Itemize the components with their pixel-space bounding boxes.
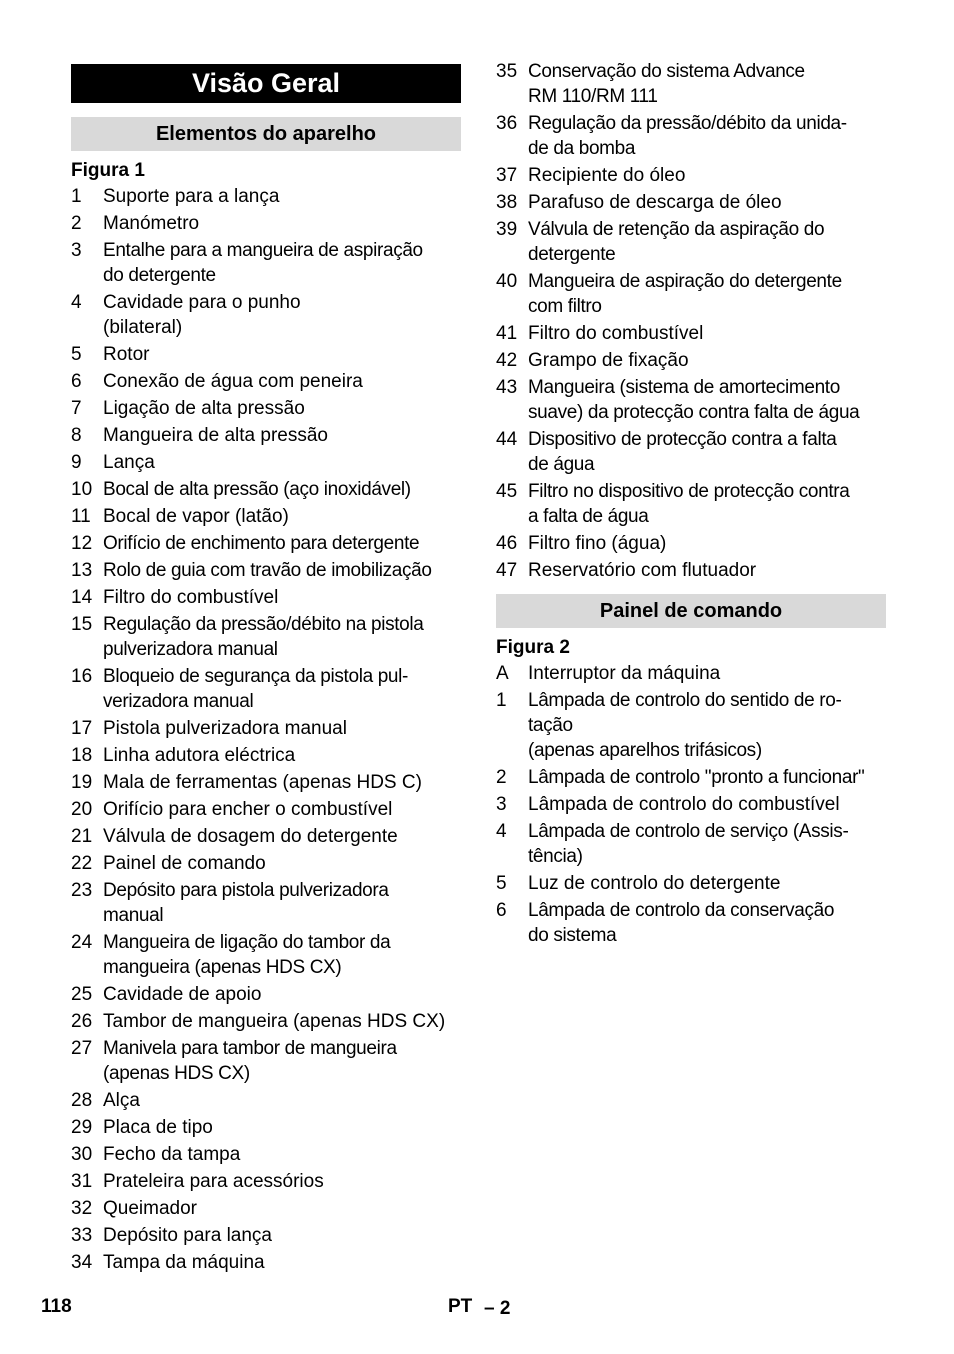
item-number: 28 (71, 1090, 93, 1111)
item-text: Cavidade de apoio (103, 984, 262, 1005)
list-item (496, 558, 886, 583)
list-item (71, 824, 461, 849)
list-item (71, 1223, 461, 1248)
item-number: 41 (496, 323, 518, 344)
item-number: 45 (496, 481, 518, 502)
item-number: 37 (496, 165, 518, 186)
list-item (71, 423, 461, 448)
item-text: Reservatório com flutuador (528, 560, 757, 581)
control-panel-list (496, 661, 886, 950)
item-text: Mangueira de alta pressão (103, 425, 328, 446)
item-text: Dispositivo de protecção contra a falta de água (528, 429, 837, 475)
item-text: Cavidade para o punho (bilateral) (103, 292, 301, 338)
item-text: Lâmpada de controlo da conservação do sistema (528, 900, 835, 946)
item-number: 27 (71, 1038, 93, 1059)
list-item (71, 531, 461, 556)
list-item (71, 930, 461, 980)
list-item (71, 342, 461, 367)
list-item (496, 898, 886, 948)
item-number: A (496, 663, 509, 684)
item-number: 24 (71, 932, 93, 953)
item-number: 47 (496, 560, 518, 581)
list-item (71, 1196, 461, 1221)
page-number: 118 (41, 1296, 72, 1317)
item-number: 11 (71, 506, 91, 527)
item-number: 3 (71, 240, 82, 261)
item-text: Pistola pulverizadora manual (103, 718, 347, 739)
list-item (71, 851, 461, 876)
section-heading-elements: Elementos do aparelho (71, 117, 461, 151)
parts-list-continued (496, 59, 886, 585)
item-text: Filtro do combustível (528, 323, 704, 344)
item-text: Válvula de dosagem do detergente (103, 826, 398, 847)
item-number: 36 (496, 113, 518, 134)
item-text: Orifício para encher o combustível (103, 799, 393, 820)
list-item (496, 765, 886, 790)
item-number: 22 (71, 853, 93, 874)
list-item (71, 1009, 461, 1034)
list-item (71, 1115, 461, 1140)
item-text: Mangueira de aspiração do detergente com filtro (528, 271, 842, 317)
item-text: Parafuso de descarga de óleo (528, 192, 782, 213)
item-text: Painel de comando (103, 853, 266, 874)
item-text: Manómetro (103, 213, 200, 234)
list-item (71, 878, 461, 928)
item-text: Conexão de água com peneira (103, 371, 363, 392)
item-text: Lança (103, 452, 155, 473)
item-text: Bocal de vapor (latão) (103, 506, 289, 527)
figure-label: Figura 2 (496, 637, 570, 658)
item-text: Bloqueio de segurança da pistola pul- verizadora manual (103, 666, 408, 712)
item-number: 15 (71, 614, 93, 635)
item-number: 20 (71, 799, 93, 820)
item-text: Lâmpada de controlo do sentido de ro- tação (apenas aparelhos trifásicos) (528, 690, 842, 761)
item-text: Mala de ferramentas (apenas HDS C) (103, 772, 422, 793)
item-text: Luz de controlo do detergente (528, 873, 781, 894)
item-text: Prateleira para acessórios (103, 1171, 324, 1192)
item-text: Ligação de alta pressão (103, 398, 305, 419)
list-item (71, 1169, 461, 1194)
item-text: Conservação do sistema Advance RM 110/RM 111 (528, 61, 805, 107)
item-text: Mangueira (sistema de amortecimento suave) da protecção contra falta de água (528, 377, 860, 423)
item-number: 2 (496, 767, 507, 788)
list-item (71, 716, 461, 741)
item-number: 10 (71, 479, 93, 500)
item-number: 34 (71, 1252, 93, 1273)
page-title: Visão Geral (71, 64, 461, 103)
item-number: 32 (71, 1198, 93, 1219)
item-number: 33 (71, 1225, 93, 1246)
list-item (496, 269, 886, 319)
item-number: 14 (71, 587, 93, 608)
item-number: 17 (71, 718, 93, 739)
item-number: 19 (71, 772, 93, 793)
item-number: 46 (496, 533, 518, 554)
list-item (71, 477, 461, 502)
item-number: 31 (71, 1171, 93, 1192)
page-suffix: – 2 (484, 1298, 511, 1319)
list-item (496, 871, 886, 896)
item-number: 4 (496, 821, 507, 842)
item-text: Regulação da pressão/débito da unida- de da bomba (528, 113, 847, 159)
item-text: Filtro do combustível (103, 587, 279, 608)
list-item (496, 531, 886, 556)
item-text: Depósito para lança (103, 1225, 272, 1246)
item-text: Mangueira de ligação do tambor da mangueira (apenas HDS CX) (103, 932, 391, 978)
item-text: Fecho da tampa (103, 1144, 241, 1165)
item-number: 6 (496, 900, 507, 921)
list-item (496, 190, 886, 215)
item-number: 5 (71, 344, 82, 365)
list-item (496, 321, 886, 346)
parts-list (71, 184, 461, 1277)
list-item (71, 504, 461, 529)
item-number: 39 (496, 219, 518, 240)
item-number: 38 (496, 192, 518, 213)
list-item (71, 982, 461, 1007)
item-number: 1 (496, 690, 507, 711)
list-item (71, 612, 461, 662)
list-item (71, 290, 461, 340)
list-item (496, 375, 886, 425)
list-item (496, 111, 886, 161)
item-text: Orifício de enchimento para detergente (103, 533, 420, 554)
item-text: Tambor de mangueira (apenas HDS CX) (103, 1011, 446, 1032)
item-text: Bocal de alta pressão (aço inoxidável) (103, 479, 411, 500)
item-number: 23 (71, 880, 93, 901)
item-text: Queimador (103, 1198, 197, 1219)
item-text: Depósito para pistola pulverizadora manual (103, 880, 389, 926)
item-text: Placa de tipo (103, 1117, 213, 1138)
list-item (71, 1142, 461, 1167)
item-number: 35 (496, 61, 518, 82)
list-item (496, 59, 886, 109)
item-number: 4 (71, 292, 82, 313)
figure-label: Figura 1 (71, 160, 145, 181)
item-number: 30 (71, 1144, 93, 1165)
list-item (71, 184, 461, 209)
section-heading-control-panel: Painel de comando (496, 594, 886, 628)
list-item (496, 217, 886, 267)
item-text: Regulação da pressão/débito na pistola pulverizadora manual (103, 614, 424, 660)
item-number: 5 (496, 873, 507, 894)
item-text: Rolo de guia com travão de imobilização (103, 560, 432, 581)
item-number: 42 (496, 350, 518, 371)
list-item (71, 585, 461, 610)
list-item (496, 163, 886, 188)
item-text: Alça (103, 1090, 140, 1111)
item-text: Suporte para a lança (103, 186, 280, 207)
item-text: Lâmpada de controlo do combustível (528, 794, 840, 815)
item-text: Tampa da máquina (103, 1252, 265, 1273)
item-number: 8 (71, 425, 82, 446)
item-number: 43 (496, 377, 518, 398)
item-number: 2 (71, 213, 82, 234)
list-item (71, 664, 461, 714)
item-text: Linha adutora eléctrica (103, 745, 296, 766)
item-number: 13 (71, 560, 93, 581)
item-text: Rotor (103, 344, 150, 365)
item-number: 44 (496, 429, 518, 450)
list-item (71, 396, 461, 421)
list-item (71, 770, 461, 795)
item-number: 16 (71, 666, 93, 687)
item-number: 18 (71, 745, 93, 766)
list-item (496, 479, 886, 529)
item-number: 9 (71, 452, 82, 473)
list-item (71, 211, 461, 236)
item-number: 40 (496, 271, 518, 292)
list-item (71, 797, 461, 822)
item-number: 25 (71, 984, 93, 1005)
language-code: PT (448, 1296, 473, 1317)
item-text: Manivela para tambor de mangueira (apenas HDS CX) (103, 1038, 397, 1084)
item-number: 1 (71, 186, 82, 207)
list-item (496, 427, 886, 477)
item-text: Recipiente do óleo (528, 165, 686, 186)
item-text: Lâmpada de controlo de serviço (Assis- tência) (528, 821, 849, 867)
item-text: Filtro fino (água) (528, 533, 667, 554)
list-item (71, 743, 461, 768)
list-item (496, 819, 886, 869)
list-item (71, 369, 461, 394)
item-number: 29 (71, 1117, 93, 1138)
list-item (496, 792, 886, 817)
item-number: 6 (71, 371, 82, 392)
item-number: 21 (71, 826, 93, 847)
list-item (71, 238, 461, 288)
list-item (71, 450, 461, 475)
list-item (71, 1250, 461, 1275)
item-number: 3 (496, 794, 507, 815)
item-number: 26 (71, 1011, 93, 1032)
item-text: Interruptor da máquina (528, 663, 721, 684)
list-item (496, 661, 886, 686)
item-text: Filtro no dispositivo de protecção contra a falta de água (528, 481, 850, 527)
list-item (496, 348, 886, 373)
item-text: Lâmpada de controlo "pronto a funcionar" (528, 767, 865, 788)
item-number: 12 (71, 533, 93, 554)
item-number: 7 (71, 398, 82, 419)
list-item (71, 1036, 461, 1086)
list-item (496, 688, 886, 763)
list-item (71, 558, 461, 583)
item-text: Entalhe para a mangueira de aspiração do detergente (103, 240, 423, 286)
list-item (71, 1088, 461, 1113)
item-text: Válvula de retenção da aspiração do detergente (528, 219, 825, 265)
item-text: Grampo de fixação (528, 350, 689, 371)
